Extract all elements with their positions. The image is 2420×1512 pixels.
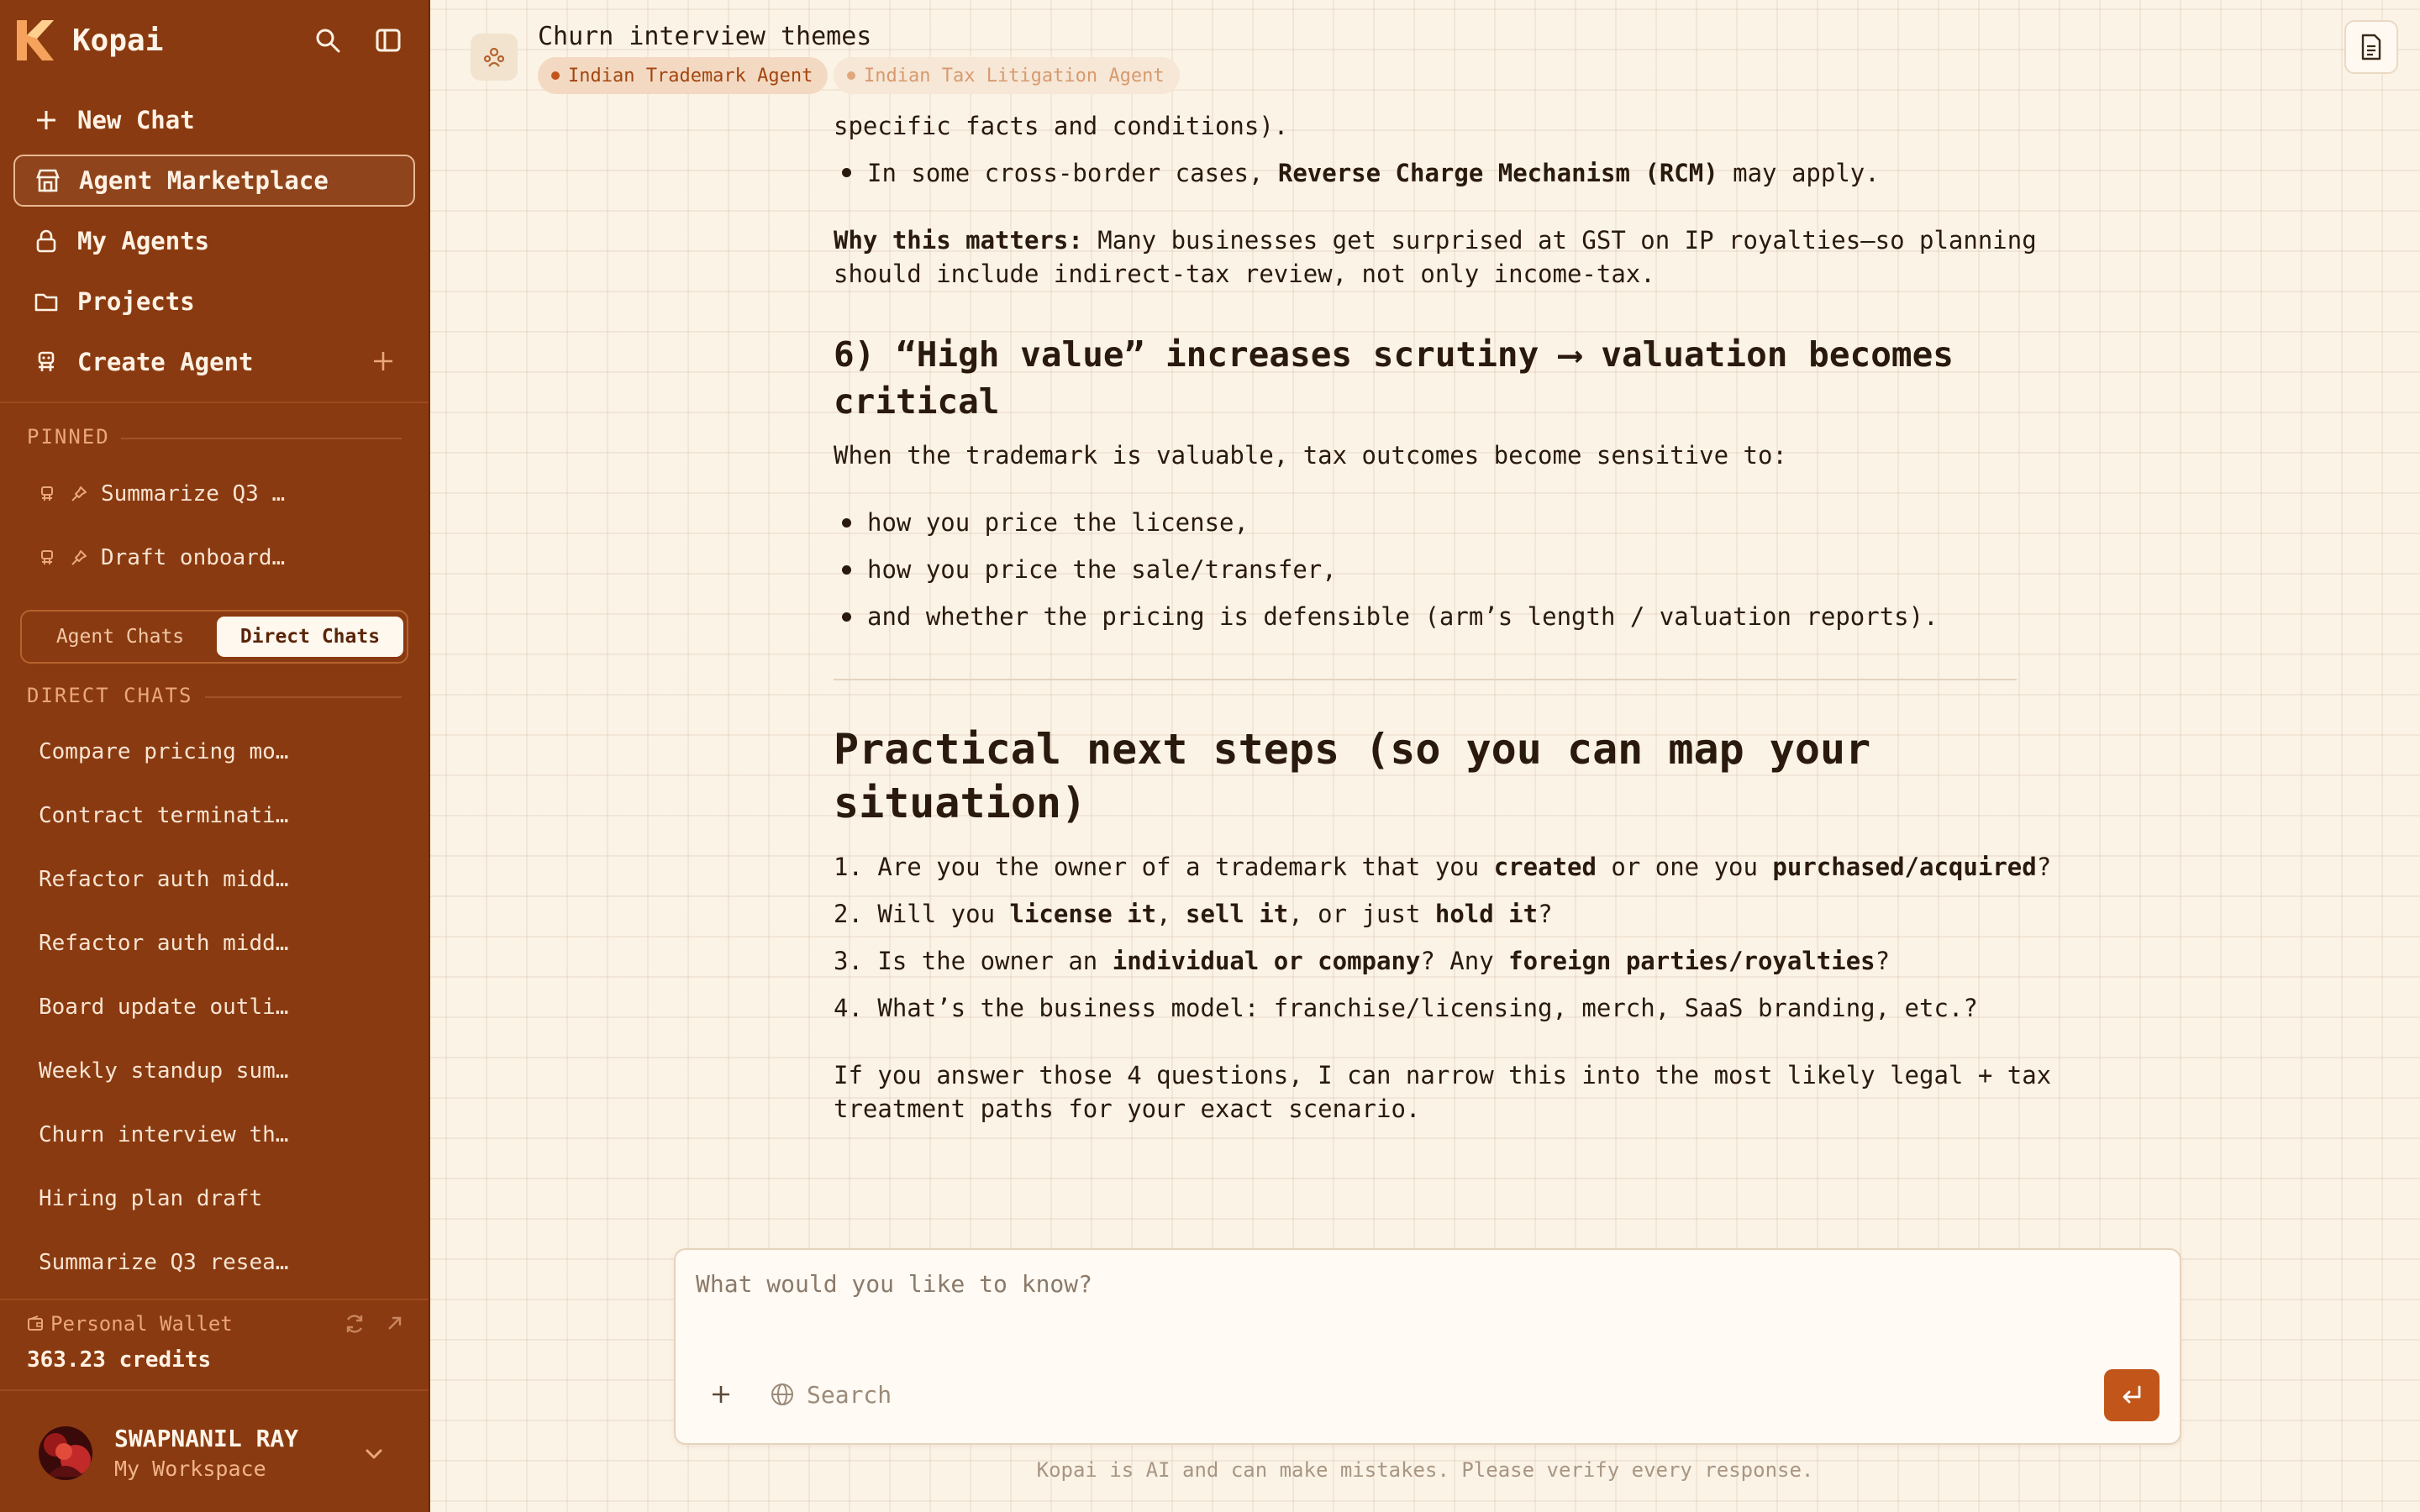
bullet — [842, 168, 851, 177]
wallet-label: Personal Wallet — [50, 1312, 233, 1336]
sidebar-item-my-agents[interactable] — [13, 215, 415, 267]
kopai-logo-icon — [13, 17, 55, 64]
attach-plus-icon[interactable] — [706, 1379, 736, 1410]
enter-icon — [2118, 1382, 2145, 1409]
folder-icon — [32, 287, 60, 316]
app-name: Kopai — [72, 23, 164, 58]
message-bullet: how you price the sale/transfer, — [867, 555, 1337, 584]
chat-header — [430, 0, 2420, 94]
nav-label: My Agents — [77, 227, 210, 255]
pinned-item-label: Draft onboard… — [101, 545, 286, 570]
robot-icon — [32, 348, 60, 376]
sidebar-item-create-agent[interactable] — [13, 336, 415, 388]
list-item[interactable]: Weekly standup sum… — [39, 1058, 289, 1084]
bullet — [842, 612, 851, 622]
user-name: SWAPNANIL RAY — [114, 1425, 299, 1452]
nav-label: Agent Marketplace — [79, 166, 329, 195]
lock-icon — [32, 227, 60, 255]
bullet — [842, 518, 851, 528]
message-line: treatment paths for your exact scenario. — [834, 1095, 1421, 1123]
sidebar-divider — [0, 1299, 429, 1300]
sidebar-item-agent-marketplace[interactable] — [13, 155, 415, 207]
plus-icon — [32, 106, 60, 134]
pin-icon — [69, 548, 89, 568]
page-title: Churn interview themes — [538, 22, 872, 51]
bullet — [842, 565, 851, 575]
message-line: If you answer those 4 questions, I can narrow this into the most likely legal + tax — [834, 1061, 2052, 1089]
nav-label: New Chat — [77, 106, 195, 134]
pinned-section-label: PINNED — [27, 425, 110, 449]
agent-chip-label: Indian Trademark Agent — [568, 65, 813, 87]
document-icon[interactable] — [2344, 20, 2398, 74]
list-item: 3. Is the owner an individual or company? Any foreign parties/royalties? — [834, 947, 1891, 975]
tab-agent-chats[interactable]: Agent Chats — [55, 626, 185, 648]
list-item[interactable]: Board update outli… — [39, 995, 289, 1020]
user-profile[interactable] — [0, 1389, 429, 1512]
wallet-balance: 363.23 credits — [27, 1347, 212, 1373]
search-label: Search — [807, 1380, 892, 1409]
search-icon[interactable] — [309, 22, 346, 59]
status-dot — [847, 71, 855, 80]
list-item: 4. What’s the business model: franchise/licensing, merch, SaaS branding, etc.? — [834, 994, 1978, 1022]
add-agent-icon[interactable] — [370, 348, 397, 375]
disclaimer: Kopai is AI and can make mistakes. Please verify every response. — [1036, 1458, 1814, 1482]
wallet-icon — [27, 1315, 44, 1332]
list-item[interactable]: Refactor auth midd… — [39, 867, 289, 892]
avatar — [39, 1426, 92, 1480]
message-line: When the trademark is valuable, tax outcomes become sensitive to: — [834, 441, 1787, 470]
agent-chip-active[interactable] — [538, 57, 828, 94]
agent-chip-inactive[interactable] — [834, 57, 1180, 94]
globe-icon — [770, 1382, 795, 1407]
list-item: 1. Are you the owner of a trademark that you created or one you purchased/acquired? — [834, 853, 2052, 881]
pin-icon — [69, 484, 89, 504]
list-item[interactable]: Contract terminati… — [39, 803, 289, 828]
web-search-toggle[interactable] — [770, 1376, 892, 1413]
sidebar-divider — [0, 402, 429, 403]
section-heading: Practical next steps (so you can map your — [834, 725, 1871, 774]
new-chat-button[interactable] — [13, 94, 415, 146]
message-bullet: how you price the license, — [867, 508, 1249, 537]
message-line: Why this matters: Many businesses get surprised at GST on IP royalties—so planning — [834, 226, 2037, 255]
divider — [834, 679, 2017, 680]
main-panel — [430, 0, 2420, 1512]
section-rule — [205, 696, 402, 698]
message-line: should include indirect-tax review, not only income-tax. — [834, 260, 1655, 288]
chevron-down-icon[interactable] — [361, 1441, 387, 1467]
section-heading: 6) “High value” increases scrutiny ⟶ valuation becomes — [834, 334, 1954, 375]
direct-chats-section-label: DIRECT CHATS — [27, 684, 193, 707]
list-item[interactable]: Compare pricing mo… — [39, 739, 289, 764]
brand[interactable] — [13, 17, 163, 64]
robot-icon — [37, 548, 57, 568]
sidebar-toggle-icon[interactable] — [370, 22, 407, 59]
nav-label: Projects — [77, 287, 195, 316]
tab-direct-chats[interactable]: Direct Chats — [217, 617, 403, 657]
agents-icon[interactable] — [471, 34, 518, 81]
pinned-item[interactable] — [37, 539, 285, 576]
sidebar-item-projects[interactable] — [13, 276, 415, 328]
workspace-name: My Workspace — [114, 1457, 266, 1481]
section-heading: critical — [834, 381, 1000, 422]
sidebar — [0, 0, 430, 1512]
status-dot — [551, 71, 560, 80]
wallet — [27, 1312, 405, 1373]
list-item[interactable]: Churn interview th… — [39, 1122, 289, 1147]
list-item[interactable]: Summarize Q3 resea… — [39, 1250, 289, 1275]
pinned-item-label: Summarize Q3 … — [101, 481, 286, 507]
pinned-item[interactable] — [37, 475, 285, 512]
message-input[interactable] — [696, 1270, 2158, 1337]
section-heading: situation) — [834, 779, 1087, 827]
message-bullet: In some cross-border cases, Reverse Charge Mechanism (RCM) may apply. — [867, 159, 1880, 187]
composer — [674, 1248, 2181, 1445]
list-item[interactable]: Hiring plan draft — [39, 1186, 263, 1211]
list-item[interactable]: Refactor auth midd… — [39, 931, 289, 956]
robot-icon — [37, 484, 57, 504]
external-link-icon[interactable] — [385, 1312, 405, 1336]
agent-chip-label: Indian Tax Litigation Agent — [864, 65, 1165, 87]
nav-label: Create Agent — [77, 348, 254, 376]
send-button[interactable] — [2104, 1369, 2160, 1421]
chat-type-toggle — [20, 610, 408, 664]
list-item: 2. Will you license it, sell it, or just hold it? — [834, 900, 1553, 928]
message-bullet: and whether the pricing is defensible (arm’s length / valuation reports). — [867, 602, 1939, 631]
refresh-icon[interactable] — [343, 1312, 366, 1336]
store-icon — [34, 166, 62, 195]
message-line: specific facts and conditions). — [834, 112, 1289, 140]
section-rule — [121, 438, 402, 439]
